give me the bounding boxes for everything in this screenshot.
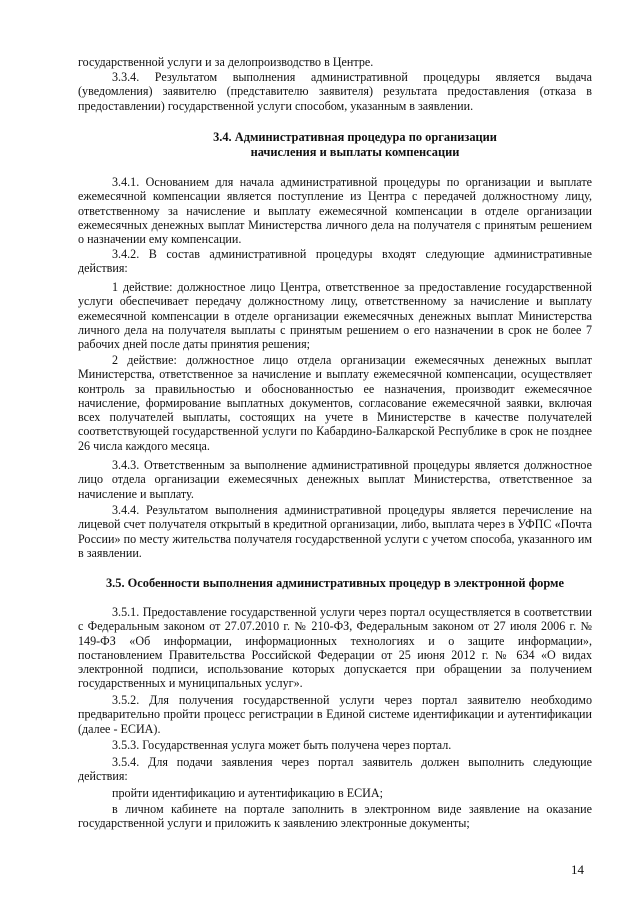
paragraph-3-4-1: 3.4.1. Основанием для начала административной процедуры по организации и выплате ежемесячной компенсации является поступление из Центра с передачей должностному лицу, ответственному за начисление и выплату ежемесячной компенсации в отделе организации ежемесячных денежных выплат Министерства личного дела на получателя с принятым решением о назначении ему компенсации. <box>78 175 592 247</box>
paragraph-3-5-1: 3.5.1. Предоставление государственной услуги через портал осуществляется в соответствии с Федеральным законом от 27.07.2010 г. № 210-ФЗ, Федеральным законом от 27 июля 2006 г. № 149-ФЗ «Об информации, информационных технологиях и о защите информации», постановлением Правительства Российской Федерации от 25 июня 2012 г. № 634 «О видах электронной подписи, использование которых допускается при обращении за получением государственных и муниципальных услуг». <box>78 605 592 691</box>
paragraph-3-5-4: 3.5.4. Для подачи заявления через портал заявитель должен выполнить следующие действия: <box>78 755 592 784</box>
paragraph-action-2: 2 действие: должностное лицо отдела организации ежемесячных денежных выплат Министерства, ответственное за начисление и выплату ежемесячной компенсации, осуществляет контроль за правильностью и обоснованностью ее назначения, производит ежемесячное начисление, формирование выплатных документов, согласование ежемесячной заявки, включая всех получателей выплаты, состоящих на учете в Министерстве в качестве получателей соответствующей государственной услуги по Кабардино-Балкарской Республике в срок не позднее 26 числа каждого месяца. <box>78 353 592 453</box>
section-heading-3-5: 3.5. Особенности выполнения административных процедур в электронной форме <box>105 576 564 590</box>
paragraph-3-5-2: 3.5.2. Для получения государственной услуги через портал заявителю необходимо предварительно пройти процесс регистрации в Единой системе идентификации и аутентификации (далее - ЕСИА). <box>78 693 592 736</box>
paragraph-3-3-4: 3.3.4. Результатом выполнения административной процедуры является выдача (уведомления) заявителю (представителю заявителя) результата предоставления (отказа в предоставлении) государственной услуги способом, указанным в заявлении. <box>78 70 592 113</box>
list-item: в личном кабинете на портале заполнить в электронном виде заявление на оказание государственной услуги и приложить к заявлению электронные документы; <box>78 802 592 831</box>
paragraph: государственной услуги и за делопроизводство в Центре. <box>78 55 374 69</box>
paragraph-3-4-4: 3.4.4. Результатом выполнения административной процедуры является перечисление на лицевой счет получателя открытый в кредитной организации, либо, выплата через в УФПС «Почта России» по месту жительства получателя государственной услуги с учетом способа, указанного им в заявлении. <box>78 503 592 560</box>
paragraph-action-1: 1 действие: должностное лицо Центра, ответственное за предоставление государственной услуги обеспечивает передачу должностному лицу, ответственному за начисление и выплату ежемесячной компенсации в отделе организации ежемесячных денежных выплат Министерства личного дела на получателя выплаты с принятым решением о его назначении в срок не более 7 рабочих дней после даты принятия решения; <box>78 280 592 352</box>
paragraph-3-4-2: 3.4.2. В состав административной процедуры входят следующие административные действия: <box>78 247 592 276</box>
paragraph-3-4-3: 3.4.3. Ответственным за выполнение административной процедуры является должностное лицо отдела организации ежемесячных денежных выплат Министерства, ответственное за начисление и выплату. <box>78 458 592 501</box>
paragraph-3-5-3: 3.5.3. Государственная услуга может быть получена через портал. <box>112 738 452 752</box>
page-number: 14 <box>571 862 584 877</box>
list-item: пройти идентификацию и аутентификацию в ЕСИА; <box>112 786 383 800</box>
section-heading-3-4: 3.4. Административная процедура по организации начисления и выплаты компенсации <box>213 130 497 159</box>
